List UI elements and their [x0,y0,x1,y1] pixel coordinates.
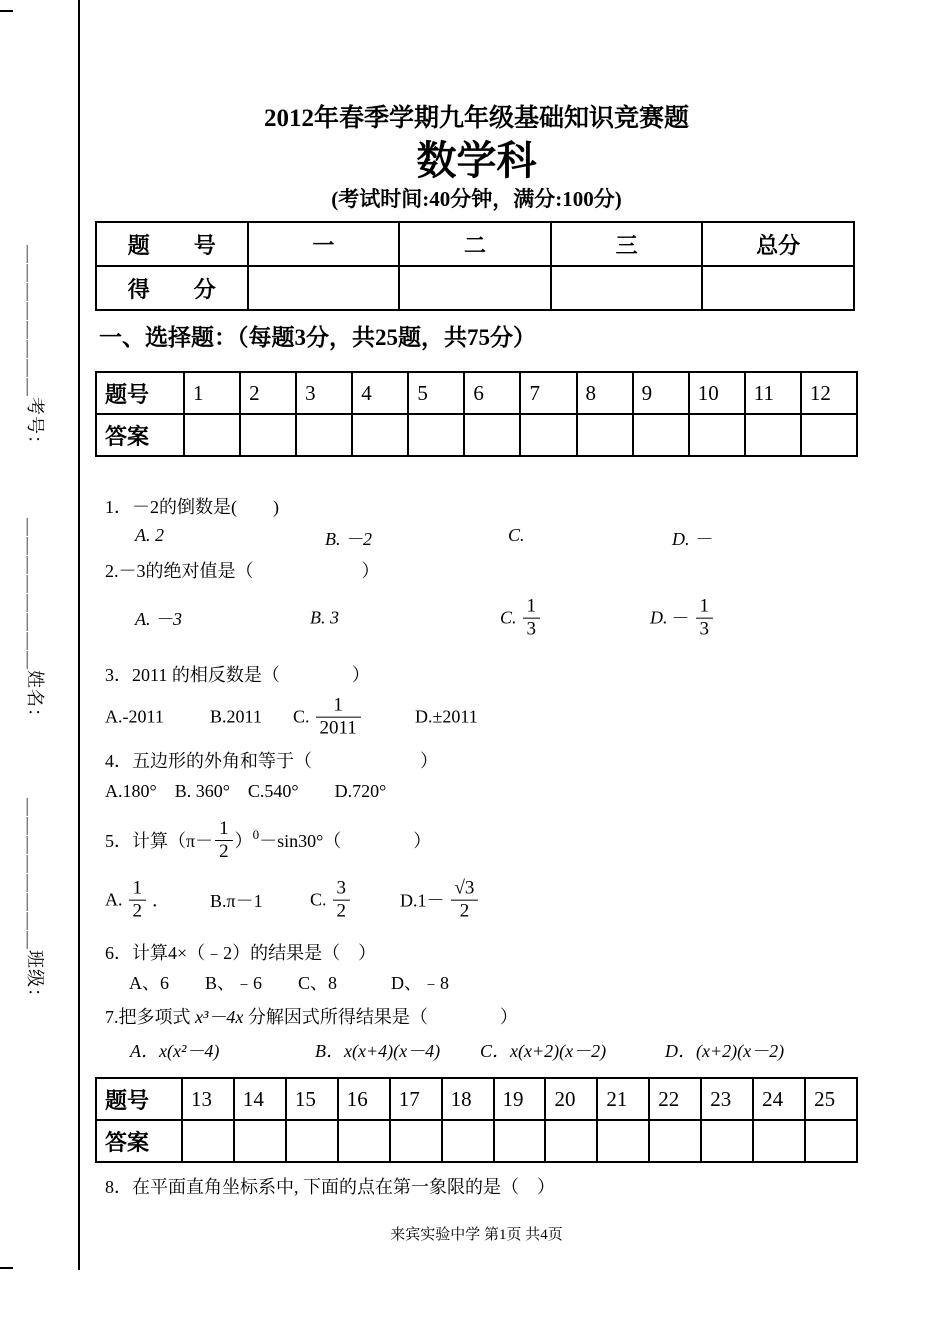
answer-blank-cell [234,1120,286,1162]
stem-text: 分解因式所得结果是（ ） [243,1007,518,1027]
option-a: A．x(x²－4) [130,1041,220,1061]
answer-blank-cell [633,414,689,456]
answer-header: 答案 [96,414,184,456]
option-b: B．x(x+4)(x－4) [315,1041,441,1061]
question-number-cell: 14 [234,1078,286,1120]
option-d [650,596,715,641]
exam-number-label: 考号： [25,397,45,454]
answer-blank-cell [805,1120,857,1162]
minus-sign: － [671,609,690,629]
question-3-options [95,691,858,743]
corner-mark-bottom [0,1267,13,1269]
empty-score-cell [702,266,854,310]
answer-blank-cell [577,414,633,456]
option-d-label: D. [650,607,668,628]
seal-line [78,0,80,1270]
question-2-stem: 2.－3的绝对值是（ ） [105,561,380,581]
option-a: A. －3 [135,609,182,629]
question-number-cell: 19 [494,1078,546,1120]
answer-row [96,1120,857,1162]
fraction: $\frac{1}{2}$ [215,818,233,863]
exam-content [95,0,858,1244]
question-number-header: 题号 [96,1078,182,1120]
answer-blank-cell [689,414,745,456]
option-a [105,878,170,923]
option-d [400,878,480,923]
corner-mark-top [0,10,13,12]
question-number-row [96,1078,857,1120]
question-number-cell: 22 [649,1078,701,1120]
question-number-cell: 17 [390,1078,442,1120]
answer-blank-cell [240,414,296,456]
question-8-stem: 8．在平面直角坐标系中, 下面的点在第一象限的是（ ） [105,1177,555,1197]
question-6-stem: 6．计算4×（﹣2）的结果是（ ） [105,943,377,963]
empty-score-cell [399,266,551,310]
answer-blank-cell [352,414,408,456]
question-5-options [95,871,858,929]
subject-title: 数学科 [416,138,537,183]
option-d-label: D.1－ [400,891,445,911]
exam-info: (考试时间:40分钟，满分:100分) [331,187,622,211]
answer-table-1 [95,371,858,457]
option-d: D．(x+2)(x－2) [665,1041,785,1061]
question-number-cell: 9 [633,372,689,414]
answer-blank-cell [545,1120,597,1162]
answer-header: 答案 [96,1120,182,1162]
fraction: $\frac{1}{2}$ [129,878,147,923]
question-1-options [95,525,858,551]
page-footer: 来宾实验中学 第1页 共4页 [390,1227,563,1243]
question-7-stem [95,1005,858,1029]
exam-title: 2012年春季学期九年级基础知识竞赛题 [263,105,689,132]
score-col-3: 三 [551,222,703,266]
option-c: C．x(x+2)(x－2) [480,1041,607,1061]
fraction: $\frac{1}{3}$ [696,596,714,641]
exam-number-field [23,245,49,454]
question-number-cell: 2 [240,372,296,414]
question-number-cell: 16 [338,1078,390,1120]
class-field [23,798,49,1007]
stem-text: 5．计算（π－ [105,831,214,851]
option-d: D. － [672,529,712,549]
question-number-cell: 7 [520,372,576,414]
exam-number-blank: ＿＿＿＿＿＿＿＿ [25,245,45,397]
answer-blank-cell [701,1120,753,1162]
question-number-cell: 25 [805,1078,857,1120]
fraction: $\frac{3}{2}$ [333,878,351,923]
answer-blank-cell [338,1120,390,1162]
question-number-cell: 24 [753,1078,805,1120]
stem-text: 7.把多项式 [105,1007,195,1027]
score-table-title-cell: 题 号 [96,222,248,266]
option-b: B. －2 [325,529,372,549]
answer-blank-cell [597,1120,649,1162]
score-label-cell: 得 分 [96,266,248,310]
score-table [95,221,855,311]
option-a-label: A. [105,889,123,910]
question-7-options [95,1037,858,1063]
class-blank: ＿＿＿＿＿＿＿＿ [25,798,45,950]
question-4-stem: 4．五边形的外角和等于（ ） [105,751,438,771]
fraction: $\frac{1}{2011}$ [316,695,361,740]
section-heading: 一、选择题：（每题3分，共25题，共75分） [99,325,536,350]
answer-blank-cell [801,414,857,456]
student-name-label: 姓名： [25,670,45,727]
question-number-cell: 21 [597,1078,649,1120]
answer-blank-cell [753,1120,805,1162]
answer-blank-cell [649,1120,701,1162]
question-number-cell: 6 [464,372,520,414]
class-label: 班级： [25,950,45,1007]
question-number-cell: 20 [545,1078,597,1120]
question-number-cell: 1 [184,372,240,414]
option-c-label: C. [500,607,517,628]
answer-blank-cell [442,1120,494,1162]
polynomial: x³－4x [195,1007,244,1027]
question-number-header: 题号 [96,372,184,414]
answer-blank-cell [296,414,352,456]
answer-blank-cell [520,414,576,456]
answer-blank-cell [745,414,801,456]
option-b: B. 3 [310,607,339,628]
answer-blank-cell [408,414,464,456]
question-number-cell: 18 [442,1078,494,1120]
question-number-cell: 8 [577,372,633,414]
answer-table-2 [95,1077,858,1163]
answer-blank-cell [286,1120,338,1162]
option-c: C. [508,525,525,545]
option-b: B.2011 [210,706,262,727]
fraction: $\frac{1}{3}$ [523,596,541,641]
question-1-stem: 1．－2的倒数是( ) [105,497,279,517]
question-number-cell: 10 [689,372,745,414]
question-3-stem: 3．2011 的相反数是（ ） [105,665,370,685]
question-number-cell: 5 [408,372,464,414]
question-6-options: A、6 B、﹣6 C、8 D、﹣8 [129,973,450,993]
answer-blank-cell [182,1120,234,1162]
option-a: A. 2 [135,525,164,545]
empty-score-cell [248,266,400,310]
question-number-cell: 13 [182,1078,234,1120]
question-4-options: A.180° B. 360° C.540° D.720° [105,781,387,801]
answer-blank-cell [464,414,520,456]
fraction: $\frac{√3}{2}$ [451,878,479,923]
question-number-cell: 11 [745,372,801,414]
score-col-2: 二 [399,222,551,266]
option-d: D.±2011 [415,706,478,727]
option-c-label: C. [293,706,310,727]
option-c [293,695,363,740]
option-c-label: C. [310,889,327,910]
empty-score-cell [551,266,703,310]
question-number-cell: 4 [352,372,408,414]
question-number-cell: 3 [296,372,352,414]
option-a: A.-2011 [105,706,164,727]
option-c [310,878,352,923]
stem-text: ）$^0$－sin30°（ ） [234,827,432,851]
score-table-header-row [96,222,854,266]
option-c [500,596,542,641]
student-name-blank: ＿＿＿＿＿＿＿＿ [25,518,45,670]
question-number-row [96,372,857,414]
option-b: B.π－1 [210,891,263,911]
question-number-cell: 15 [286,1078,338,1120]
exponent: 0 [252,827,260,842]
answer-blank-cell [494,1120,546,1162]
score-table-score-row [96,266,854,310]
option-a-dot: ． [152,891,170,911]
score-col-1: 一 [248,222,400,266]
question-number-cell: 12 [801,372,857,414]
answer-blank-cell [390,1120,442,1162]
question-2-options [95,589,858,647]
answer-blank-cell [184,414,240,456]
question-number-cell: 23 [701,1078,753,1120]
question-5-stem [95,813,858,867]
score-col-total: 总分 [702,222,854,266]
answer-row [96,414,857,456]
student-name-field [23,518,49,727]
